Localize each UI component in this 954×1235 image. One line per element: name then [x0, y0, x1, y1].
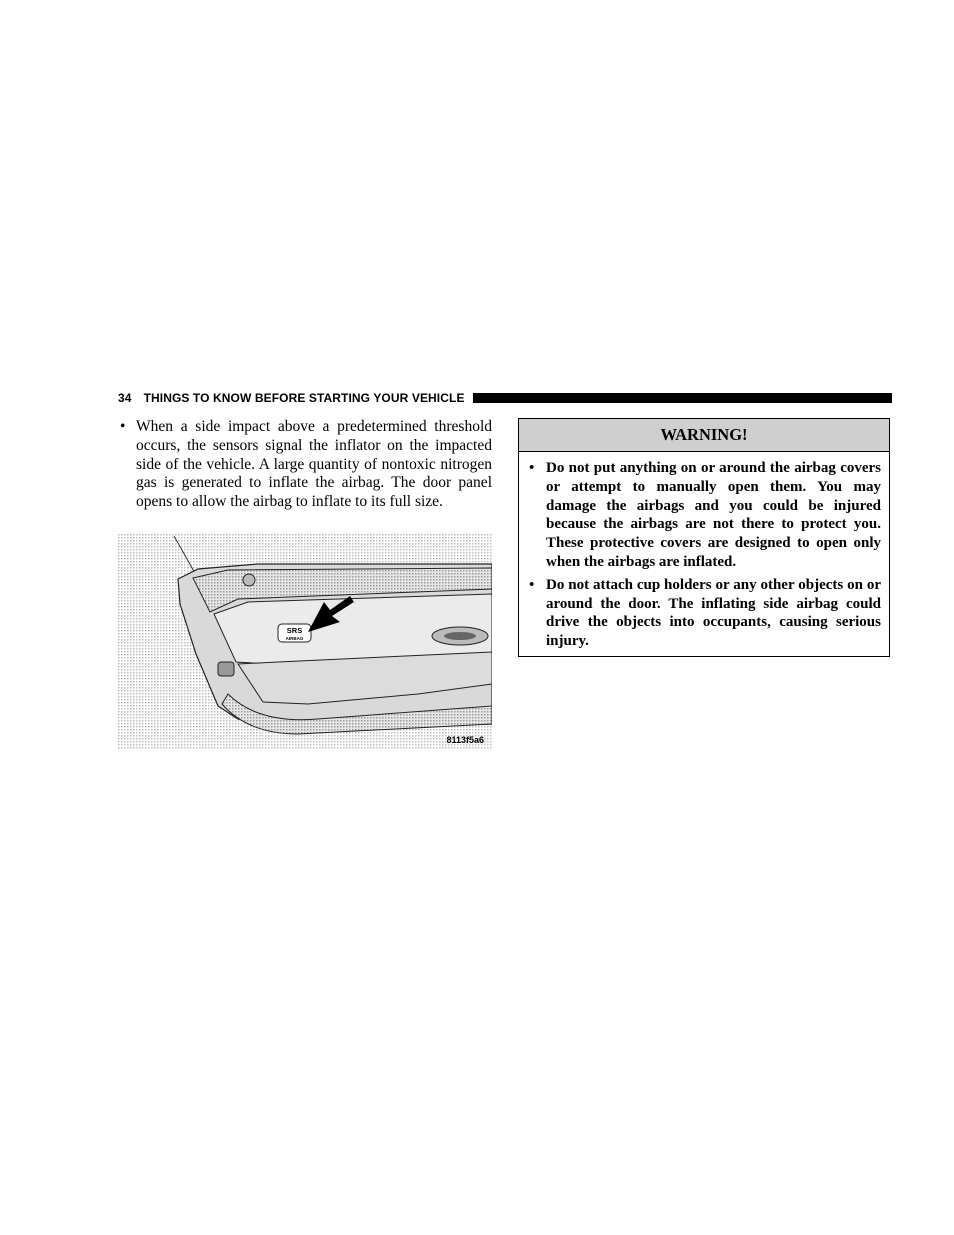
bullet-icon: • — [529, 460, 535, 476]
body-paragraph: When a side impact above a predetermined threshold occurs, the sensors signal the inflator on the impacted side of the vehicle. A large quantity of nontoxic nitrogen gas is generated to inflate the airbag. The door panel opens to allow the airbag to inflate to its full size. — [136, 418, 492, 511]
srs-badge-line1: SRS — [286, 626, 303, 635]
page-header — [118, 390, 892, 406]
lock-knob-icon — [243, 574, 255, 586]
warning-item — [529, 576, 881, 651]
page-number: 34 — [118, 391, 132, 405]
warning-box — [518, 418, 890, 657]
door-airbag-figure — [118, 534, 492, 749]
section-title: THINGS TO KNOW BEFORE STARTING YOUR VEHICLE — [143, 391, 465, 405]
warning-title: WARNING! — [519, 419, 889, 452]
body-bullet — [118, 418, 492, 512]
srs-badge-line2: AIRBAG — [285, 636, 304, 641]
figure-code: 8113f5a6 — [446, 735, 484, 745]
header-rule — [473, 393, 892, 403]
door-panel-illustration — [118, 534, 492, 749]
bullet-icon: • — [120, 418, 126, 435]
warning-list — [519, 452, 889, 651]
left-column — [118, 418, 492, 512]
bullet-icon: • — [529, 576, 535, 593]
warning-item — [529, 459, 881, 572]
warning-item-text: Do not attach cup holders or any other objects on or around the door. The inflating side airbag could drive the objects into occupants, causing serious injury. — [546, 576, 881, 650]
warning-item-text: Do not put anything on or around the airbag covers or attempt to manually open them. You may damage the airbags and you could be injured because the airbags are not there to protect you. These protective covers are designed to open only when the airbags are inflated. — [546, 460, 881, 570]
